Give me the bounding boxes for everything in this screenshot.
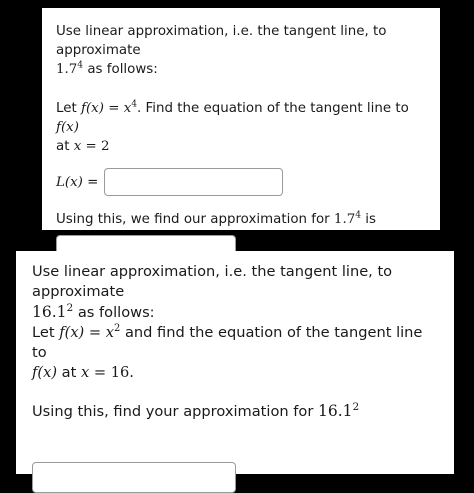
- problem-2-intro: Use linear approximation, i.e. the tangent line, to approximate 16.1$^2$ as follows: Let $f(x) = x^2$ and find the equation of the tangent line to f(x) at x = 16.: [32, 263, 423, 381]
- approx-value: $1.7^4$: [56, 60, 84, 77]
- approximation-input-2[interactable]: [32, 462, 236, 493]
- tangent-line-input[interactable]: [104, 168, 283, 196]
- problem-1-using: Using this, we find our approximation for $1.7^4$ is: [56, 210, 376, 227]
- problem-2-using: Using this, find your approximation for 16.1$^2$: [32, 400, 360, 420]
- problem-1-function: Let $f(x) = x^4$. Find the equation of the tangent line to f(x) at x = 2: [56, 99, 409, 154]
- problem-1-intro: Use linear approximation, i.e. the tangent line, to approximate $1.7^4$ as follows:: [56, 24, 387, 77]
- tangent-line-row: [56, 168, 426, 196]
- problem-2-panel: [16, 251, 454, 474]
- problem-1-panel: [42, 8, 440, 230]
- tangent-line-label: L(x) =: [56, 174, 99, 190]
